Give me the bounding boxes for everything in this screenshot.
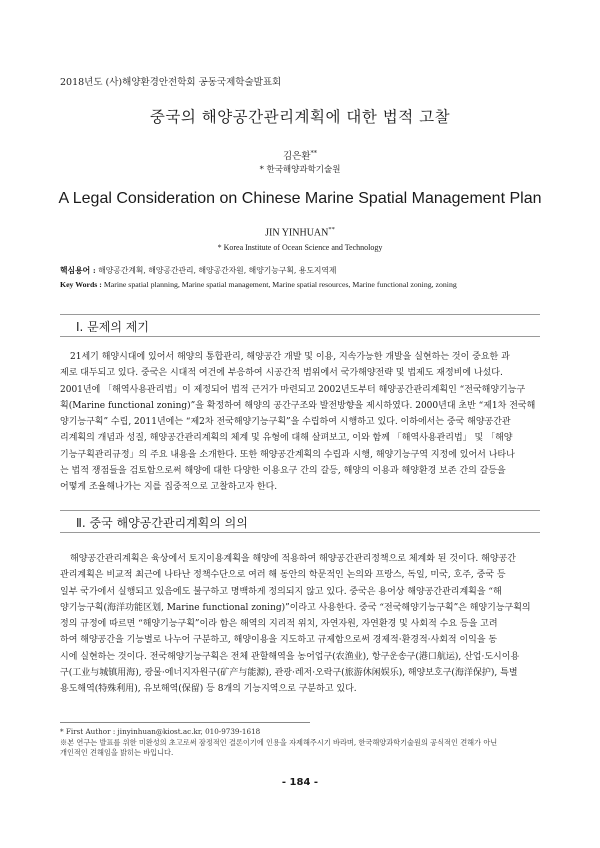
section2-line: 해양공간관리계획은 육상에서 토지이용계획을 해양에 적용하여 해양공간관리정책으로 체계화 된 것이다. 해양공간 (70, 554, 516, 564)
author-english-name: JIN YINHUAN (265, 227, 329, 239)
footnote-disclaimer-cont: 개인적인 견해임을 밝히는 바입니다. (60, 748, 174, 757)
section1-line: 획(Marine functional zoning)”을 확정하여 해양의 공간구조와 발전방향을 제시하였다. 2000년대 초반 “제1차 전국해 (60, 400, 536, 411)
section1-line: 제로 대두되고 있다. 중국은 시대적 여건에 부응하여 시공간적 범위에서 국가해양전략 및 법제도 재정비에 나섰다. (60, 368, 503, 379)
section1-line: 2001년에 「해역사용관리법」이 제정되어 법적 근거가 마련되고 2002년도부터 해양공간관리계획인 “전국해양기능구 (60, 384, 526, 395)
footnote-rule (60, 722, 310, 723)
section2-line: 시에 실현하는 것이다. 전국해양기능구획은 전체 관할해역을 농어업구(农渔业), 항구운송구(港口航运), 산업·도시이용 (60, 651, 520, 662)
section1-rule (60, 314, 540, 315)
section2-line: 일부 국가에서 실행되고 있음에도 불구하고 명백하게 정의되지 않고 있다. 중국은 용어상 해양공간관리계획을 “해 (60, 586, 502, 597)
keywords-english-label: Key Words : (60, 280, 102, 289)
section2-line: 구(工业与城镇用海), 광물·에너지자원구(矿产与能源), 관광·레저·오락구(旅游休闲娱乐), 해양보호구(海洋保护), 특별 (60, 668, 518, 679)
section2-rule (60, 510, 540, 511)
section2-line: 용도해역(特殊利用), 유보해역(保留) 등 8개의 기능지역으로 구분하고 있다. (60, 684, 357, 695)
keywords-english-text: Marine spatial planning, Marine spatial management, Marine spatial resources, Marine functional zoning, zoning (103, 280, 457, 289)
footnote-disclaimer: ※본 연구는 발표를 위한 미완성의 초고로써 잠정적인 결론이기에 인용을 자제해주시기 바라며, 한국해양과학기술원의 공식적인 견해가 아닌 (60, 737, 498, 747)
author-korean-mark: ** (310, 148, 318, 157)
author-korean-name: 김은환 (282, 151, 311, 162)
section1-rule-bottom (60, 336, 540, 337)
affiliation-english: * Korea Institute of Ocean Science and Technology (217, 243, 383, 252)
section1-line: 기능구획관리규정」의 주요 내용을 소개한다. 또한 해양공간계획의 수립과 시행, 해양기능구역 지정에 있어서 나타나 (60, 449, 515, 460)
keywords-korean-label: 핵심용어 : (60, 266, 96, 275)
conference-header: 2018년도 (사)해양환경안전학회 공동국제학술발표회 (60, 77, 282, 88)
keywords-english (60, 278, 540, 292)
author-english-mark: ** (328, 226, 335, 233)
section1-body (60, 349, 540, 496)
section2-line: 양기능구획(海洋功能区划, Marine functional zoning)”이라고 사용한다. 중국 “전국해양기능구획”은 해양기능구획의 (60, 602, 531, 613)
author-korean (0, 148, 600, 162)
section1-title: Ⅰ. 문제의 제기 (76, 320, 149, 334)
keywords-korean (60, 264, 540, 278)
section2-line: 정의 규정에 따르면 “해양기능구획”이라 함은 해역의 지리적 위치, 자연자원, 자연환경 및 사회적 수요 등을 고려 (60, 619, 498, 630)
section1-line: 어떻게 조율해나가는 지를 집중적으로 고찰하고자 한다. (60, 482, 278, 493)
section1-line: 21세기 해양시대에 있어서 해양의 통합관리, 해양공간 개발 및 이용, 지속가능한 개발을 실현하는 것이 중요한 과 (70, 352, 510, 362)
section1-line: 리계획의 개념과 성질, 해양공간관리계획의 체계 및 유형에 대해 살펴보고, 이와 함께 「해역사용관리법」 및 「해양 (60, 433, 513, 444)
section1-line: 는 법적 쟁점들을 검토함으로써 해양에 대한 다양한 이용요구 간의 갈등, 해양의 이용과 해양환경 보존 간의 갈등을 (60, 466, 506, 477)
footnotes (60, 727, 560, 759)
keywords-korean-text: 해양공간계획, 해양공간관리, 해양공간자원, 해양기능구획, 용도지역제 (98, 266, 337, 275)
affiliation-korean: * 한국해양과학기술원 (259, 165, 341, 175)
section2-body (60, 551, 540, 698)
page-number: - 184 - (281, 777, 319, 788)
paper-title-english: A Legal Consideration on Chinese Marine Spatial Management Plan (58, 190, 542, 207)
author-english (0, 226, 600, 238)
section2-rule-bottom (60, 532, 540, 533)
section2-line: 관리계획은 비교적 최근에 나타난 정책수단으로 여러 해 동안의 학문적인 논의와 프랑스, 독일, 미국, 호주, 중국 등 (60, 570, 506, 581)
paper-title-korean: 중국의 해양공간관리계획에 대한 법적 고찰 (149, 108, 451, 126)
section2-title: Ⅱ. 중국 해양공간관리계획의 의의 (76, 516, 248, 530)
footnote-author: * First Author : jinyinhuan@kiost.ac.kr, 010-9739-1618 (60, 727, 261, 736)
section1-line: 양기능구획” 수립, 2011년에는 “제2차 전국해양기능구획”을 수립하여 시행하고 있다. 이하에서는 중국 해양공간관 (60, 417, 511, 428)
section2-line: 하여 해양공간을 기능별로 나누어 구분하고, 해양이용을 지도하고 규제함으로써 경제적·환경적·사회적 이익을 동 (60, 635, 498, 646)
